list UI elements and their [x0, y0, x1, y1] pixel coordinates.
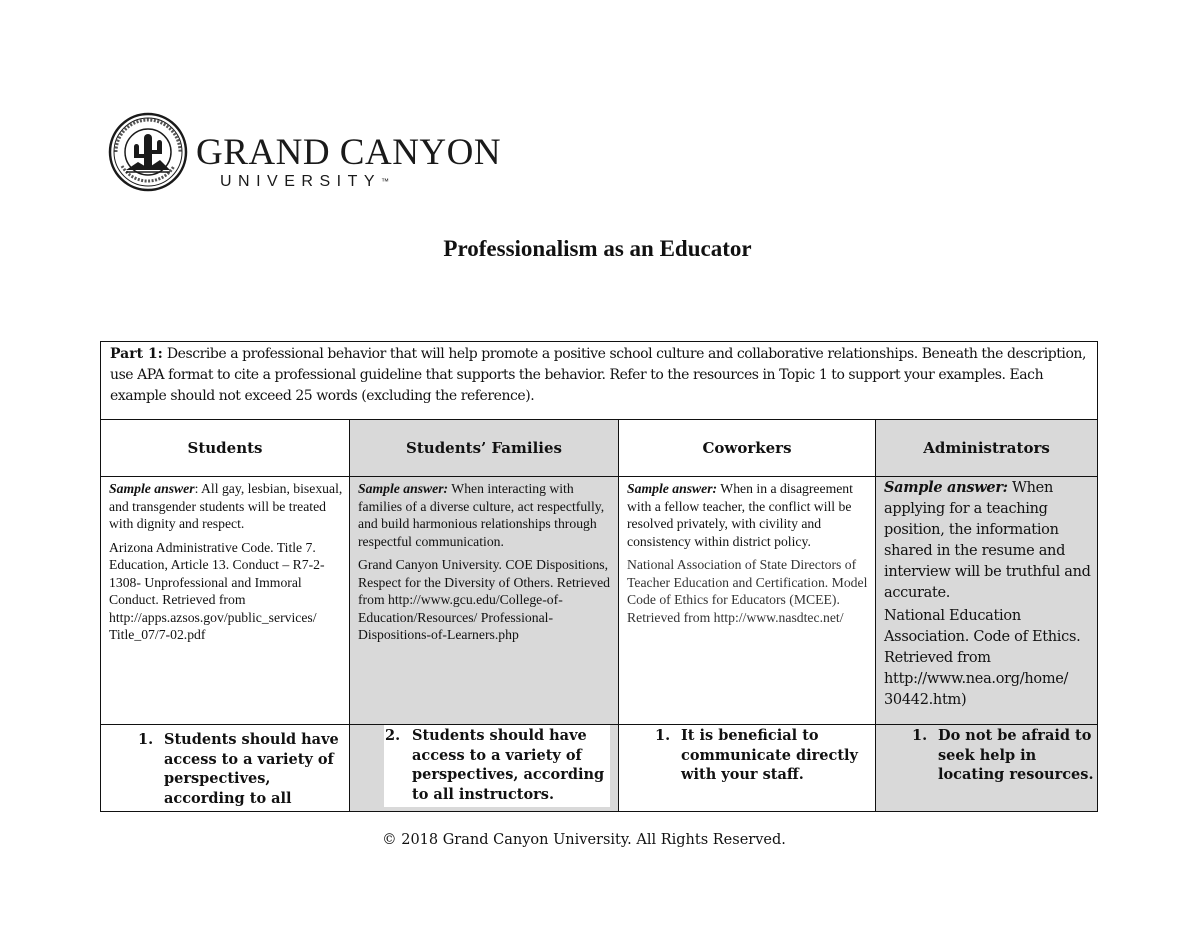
sample-answer-paragraph: [358, 480, 612, 550]
sample-students: [101, 477, 350, 725]
sample-answer-paragraph: [884, 477, 1091, 604]
header-administrators: Administrators: [876, 420, 1098, 477]
wordmark-university-text: UNIVERSITY: [220, 173, 382, 190]
part1-label: Part 1:: [110, 346, 163, 362]
wordmark-name: GRAND CANYON: [196, 132, 502, 173]
answer-text: Students should have access to a variety of perspectives, according to all instructors.: [412, 727, 605, 803]
copyright-footer: © 2018 Grand Canyon University. All Rights Reserved.: [382, 832, 786, 848]
university-logo: [108, 112, 502, 194]
sample-answer-text: When in a disagreement with a fellow teacher, the conflict will be resolved privately, with civility and consistency within district policy.: [627, 481, 853, 549]
sample-reference: Grand Canyon University. COE Dispositions, Respect for the Diversity of Others. Retrieved from http://www.gcu.edu/College-of-Education/Resources/ Professional-Dispositions-of-Learners.php: [358, 557, 611, 642]
answer-administrators: [876, 725, 1098, 812]
professionalism-table: [100, 341, 1098, 812]
sample-reference: Arizona Administrative Code. Title 7. Education, Article 13. Conduct – R7-2-1308- Unprofessional and Immoral Conduct. Retrieved from http://apps.azsos.gov/public_services/ Title_07/7-02.pdf: [109, 539, 325, 642]
answer-text: Students should have access to a variety of perspectives, according to all: [164, 731, 339, 807]
wordmark: [196, 134, 501, 192]
sample-colon: :: [194, 481, 199, 496]
answer-number: 1.: [655, 727, 671, 744]
wordmark-university: [220, 172, 501, 192]
sample-reference: National Education Association. Code of Ethics. Retrieved from http://www.nea.org/home/ 30442.htm): [884, 608, 1081, 708]
answer-number: 1.: [912, 727, 928, 744]
answer-row: [101, 725, 1098, 812]
header-families: Students’ Families: [350, 420, 619, 477]
sample-row: [101, 477, 1098, 725]
header-row: [101, 420, 1098, 477]
part1-text: Describe a professional behavior that will help promote a positive school culture and collaborative relationships. Beneath the description, use APA format to cite a professional guideline that supports the behavior. Refer to the resources in Topic 1 to support your examples. Each example should not exceed 25 words (excluding the reference).: [110, 346, 1086, 404]
answer-number: 1.: [138, 731, 154, 748]
page-title: Professionalism as an Educator: [443, 236, 752, 261]
answer-families: [350, 725, 619, 812]
answer-text: It is beneficial to communicate directly with your staff.: [681, 727, 858, 783]
sample-answer-paragraph: [109, 480, 343, 533]
sample-label: Sample answer:: [627, 481, 718, 496]
sample-label: Sample answer: [109, 481, 195, 496]
answer-coworkers: [619, 725, 876, 812]
sample-label: Sample answer:: [884, 479, 1008, 496]
answer-students: [101, 725, 350, 812]
university-seal-icon: [108, 112, 188, 192]
sample-reference: National Association of State Directors of Teacher Education and Certification. Model Code of Ethics for Educators (MCEE). Retrieved from http://www.nasdtec.net/: [627, 557, 868, 625]
sample-administrators: [876, 477, 1098, 725]
instructions-row: [101, 342, 1098, 420]
header-students: Students: [101, 420, 350, 477]
part1-instructions: [101, 342, 1098, 420]
sample-answer-text: All gay, lesbian, bisexual, and transgender students will be treated with dignity and respect.: [109, 481, 343, 531]
sample-answer-paragraph: [627, 480, 869, 550]
sample-label: Sample answer:: [358, 481, 449, 496]
sample-answer-text: When applying for a teaching position, the information shared in the resume and interview will be truthful and accurate.: [884, 480, 1091, 601]
trademark-symbol: ™: [381, 177, 390, 186]
header-coworkers: Coworkers: [619, 420, 876, 477]
sample-coworkers: [619, 477, 876, 725]
sample-answer-text: When interacting with families of a diverse culture, act respectfully, and build harmonious relationships through respectful communication.: [358, 481, 605, 549]
answer-number: 2.: [385, 727, 401, 744]
sample-families: [350, 477, 619, 725]
answer-text: Do not be afraid to seek help in locating resources.: [938, 727, 1094, 783]
